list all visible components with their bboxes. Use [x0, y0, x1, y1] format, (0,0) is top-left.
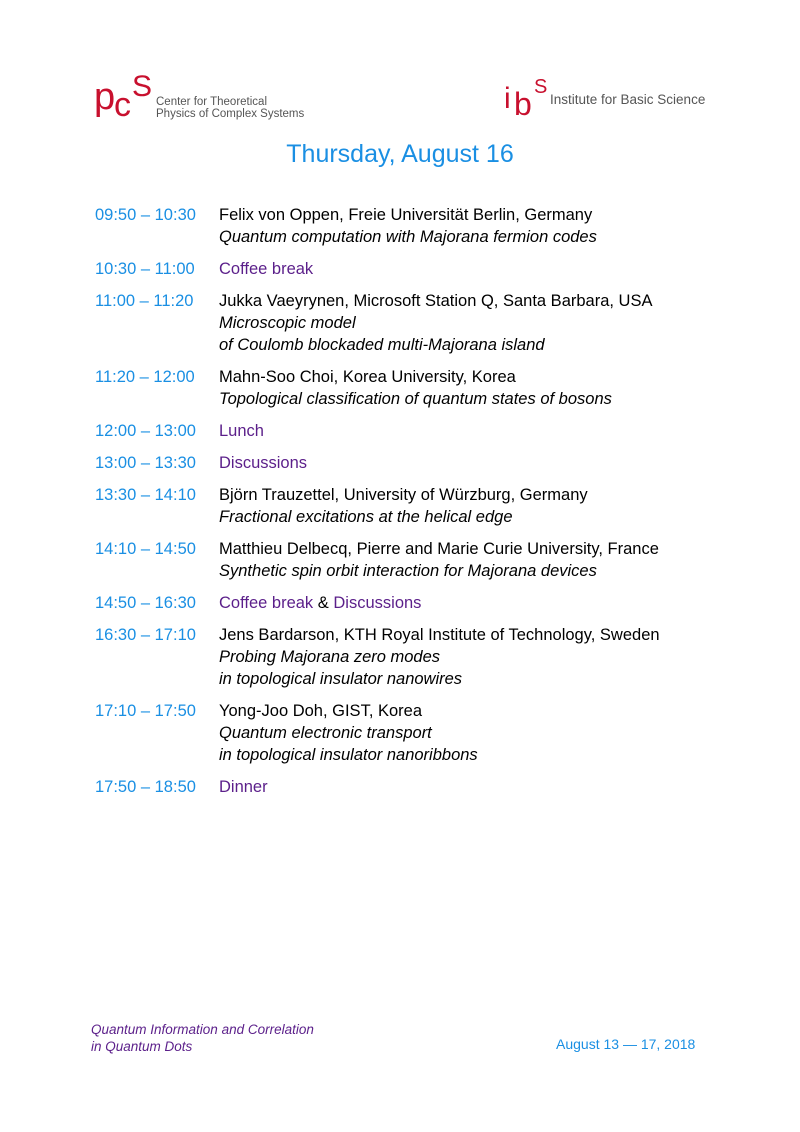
schedule-content — [219, 452, 755, 474]
talk-title: in topological insulator nanowires — [219, 670, 463, 688]
schedule-time: 13:30 – 14:10 — [95, 486, 196, 504]
schedule-row — [95, 258, 755, 280]
schedule-time: 14:50 – 16:30 — [95, 594, 196, 612]
schedule-time: 12:00 – 13:00 — [95, 422, 196, 440]
event-name-line1: Quantum Information and Correlation — [91, 1022, 314, 1037]
schedule-row — [95, 452, 755, 474]
schedule-row — [95, 592, 755, 614]
schedule-content — [219, 484, 755, 528]
speaker: Yong-Joo Doh, GIST, Korea — [219, 702, 423, 720]
schedule-row — [95, 204, 755, 248]
schedule-content — [219, 258, 755, 280]
schedule-row — [95, 624, 755, 690]
schedule-content — [219, 700, 755, 766]
talk-title: Synthetic spin orbit interaction for Majorana devices — [219, 562, 597, 580]
talk-title: Fractional excitations at the helical edge — [219, 508, 513, 526]
schedule-content — [219, 776, 755, 798]
break-label: Coffee break — [219, 260, 314, 278]
schedule-content — [219, 592, 755, 614]
schedule-row — [95, 538, 755, 582]
talk-title: Microscopic model — [219, 314, 356, 332]
schedule-time: 10:30 – 11:00 — [95, 260, 195, 278]
schedule-time: 17:50 – 18:50 — [95, 778, 196, 796]
talk-title: Probing Majorana zero modes — [219, 648, 441, 666]
schedule-time: 09:50 – 10:30 — [95, 206, 196, 224]
schedule-content — [219, 538, 755, 582]
schedule-time: 11:20 – 12:00 — [95, 368, 195, 386]
break-label: Lunch — [219, 422, 264, 440]
schedule-row — [95, 290, 755, 356]
schedule-time: 13:00 – 13:30 — [95, 454, 196, 472]
event-dates: August 13 — 17, 2018 — [556, 1036, 696, 1052]
break-label: Dinner — [219, 778, 268, 796]
ibs-logo-text: Institute for Basic Science — [550, 92, 706, 107]
schedule-content — [219, 624, 755, 690]
schedule-time: 17:10 – 17:50 — [95, 702, 196, 720]
schedule-content — [219, 366, 755, 410]
break-label: Coffee break — [219, 594, 314, 612]
schedule-row — [95, 776, 755, 798]
speaker: Mahn-Soo Choi, Korea University, Korea — [219, 368, 516, 386]
schedule-row — [95, 366, 755, 410]
talk-title: Topological classification of quantum states of bosons — [219, 390, 612, 408]
ibs-logo — [504, 76, 724, 122]
event-name — [91, 1021, 314, 1055]
speaker: Matthieu Delbecq, Pierre and Marie Curie University, France — [219, 540, 659, 558]
schedule-row — [95, 484, 755, 528]
speaker: Felix von Oppen, Freie Universität Berlin, Germany — [219, 206, 593, 224]
pcs-logo-line2: Physics of Complex Systems — [156, 108, 305, 120]
schedule-time: 11:00 – 11:20 — [95, 292, 194, 310]
pcs-logo-mark-p: p — [94, 76, 116, 118]
day-title: Thursday, August 16 — [286, 140, 514, 168]
event-name-line2: in Quantum Dots — [91, 1039, 193, 1054]
speaker: Jens Bardarson, KTH Royal Institute of Technology, Sweden — [219, 626, 660, 644]
schedule-row — [95, 420, 755, 442]
schedule-time: 14:10 – 14:50 — [95, 540, 196, 558]
talk-title: of Coulomb blockaded multi-Majorana island — [219, 336, 545, 354]
speaker: Jukka Vaeyrynen, Microsoft Station Q, Santa Barbara, USA — [219, 292, 653, 310]
talk-title: Quantum computation with Majorana fermion codes — [219, 228, 597, 246]
schedule-content — [219, 204, 755, 248]
pcs-logo-mark-c: c — [114, 86, 131, 124]
speaker: Björn Trauzettel, University of Würzburg, Germany — [219, 486, 588, 504]
pcs-logo-text — [156, 96, 304, 120]
schedule — [95, 204, 755, 808]
ibs-logo-mark-b: b — [514, 86, 532, 122]
break-separator: & — [317, 594, 329, 612]
schedule-time: 16:30 – 17:10 — [95, 626, 196, 644]
talk-title: Quantum electronic transport — [219, 724, 432, 742]
schedule-content — [219, 420, 755, 442]
break-label: Discussions — [219, 454, 308, 472]
talk-title: in topological insulator nanoribbons — [219, 746, 478, 764]
pcs-logo-mark-s: S — [132, 70, 153, 103]
break-label: Discussions — [333, 594, 422, 612]
ibs-logo-mark-i: i — [504, 82, 511, 115]
pcs-logo-line1: Center for Theoretical — [156, 96, 268, 108]
schedule-row — [95, 700, 755, 766]
schedule-content — [219, 290, 755, 356]
ibs-logo-mark-s: S — [534, 76, 548, 98]
